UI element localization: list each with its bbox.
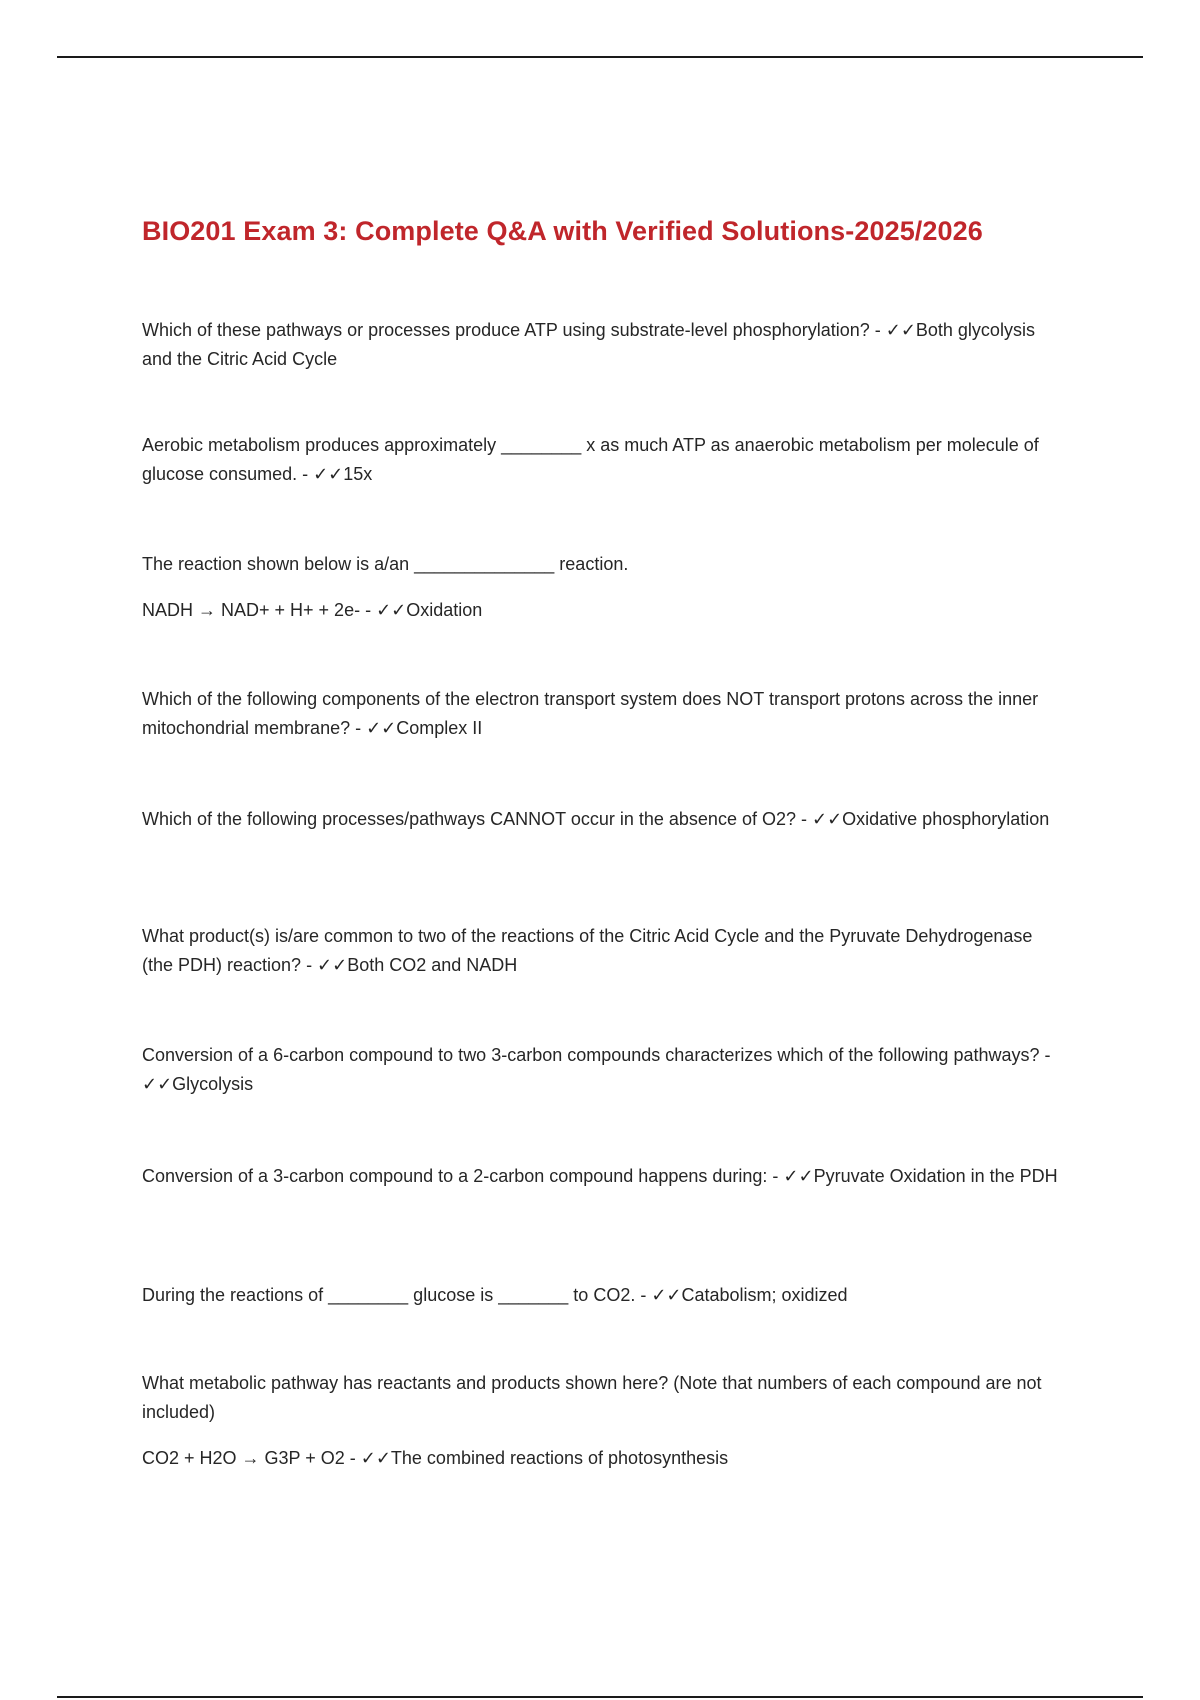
- qa-item-3: [142, 550, 1062, 625]
- question-text: During the reactions of ________ glucose is _______ to CO2. - ✓✓Catabolism; oxidized: [142, 1285, 848, 1305]
- reaction-equation: NADH → NAD+ + H+ + 2e- - ✓✓Oxidation: [142, 600, 483, 620]
- question-text: Conversion of a 3-carbon compound to a 2-carbon compound happens during: - ✓✓Pyruvate Oxidation in the PDH: [142, 1166, 1058, 1186]
- top-rule: [57, 56, 1143, 58]
- qa-item-6: [142, 922, 1062, 980]
- qa-item-7: [142, 1041, 1062, 1099]
- qa-item-10: [142, 1369, 1062, 1473]
- qa-item-5: [142, 805, 1062, 834]
- bottom-rule: [57, 1696, 1143, 1698]
- question-text: Which of the following components of the electron transport system does NOT transport protons across the inner mitochondrial membrane? - ✓✓Complex II: [142, 689, 1039, 738]
- qa-item-8: [142, 1162, 1062, 1191]
- document-title: BIO201 Exam 3: Complete Q&A with Verified Solutions-2025/2026: [142, 216, 983, 246]
- qa-item-1: [142, 316, 1062, 374]
- question-text: Conversion of a 6-carbon compound to two 3-carbon compounds characterizes which of the following pathways? - ✓✓Glycolysis: [142, 1045, 1051, 1094]
- qa-item-9: [142, 1281, 1062, 1310]
- question-text: What metabolic pathway has reactants and products shown here? (Note that numbers of each compound are not included): [142, 1373, 1042, 1422]
- qa-item-2: [142, 431, 1062, 489]
- question-text: What product(s) is/are common to two of the reactions of the Citric Acid Cycle and the Pyruvate Dehydrogenase (the PDH) reaction? - ✓✓Both CO2 and NADH: [142, 926, 1033, 975]
- qa-item-4: [142, 685, 1062, 743]
- question-text: Which of these pathways or processes produce ATP using substrate-level phosphorylation? - ✓✓Both glycolysis and the Citric Acid Cycle: [142, 320, 1035, 369]
- question-text: Which of the following processes/pathways CANNOT occur in the absence of O2? - ✓✓Oxidative phosphorylation: [142, 809, 1050, 829]
- question-text: Aerobic metabolism produces approximately ________ x as much ATP as anaerobic metabolism per molecule of glucose consumed. - ✓✓15x: [142, 435, 1039, 484]
- reaction-equation: CO2 + H2O → G3P + O2 - ✓✓The combined reactions of photosynthesis: [142, 1448, 729, 1468]
- question-text: The reaction shown below is a/an ______________ reaction.: [142, 554, 629, 574]
